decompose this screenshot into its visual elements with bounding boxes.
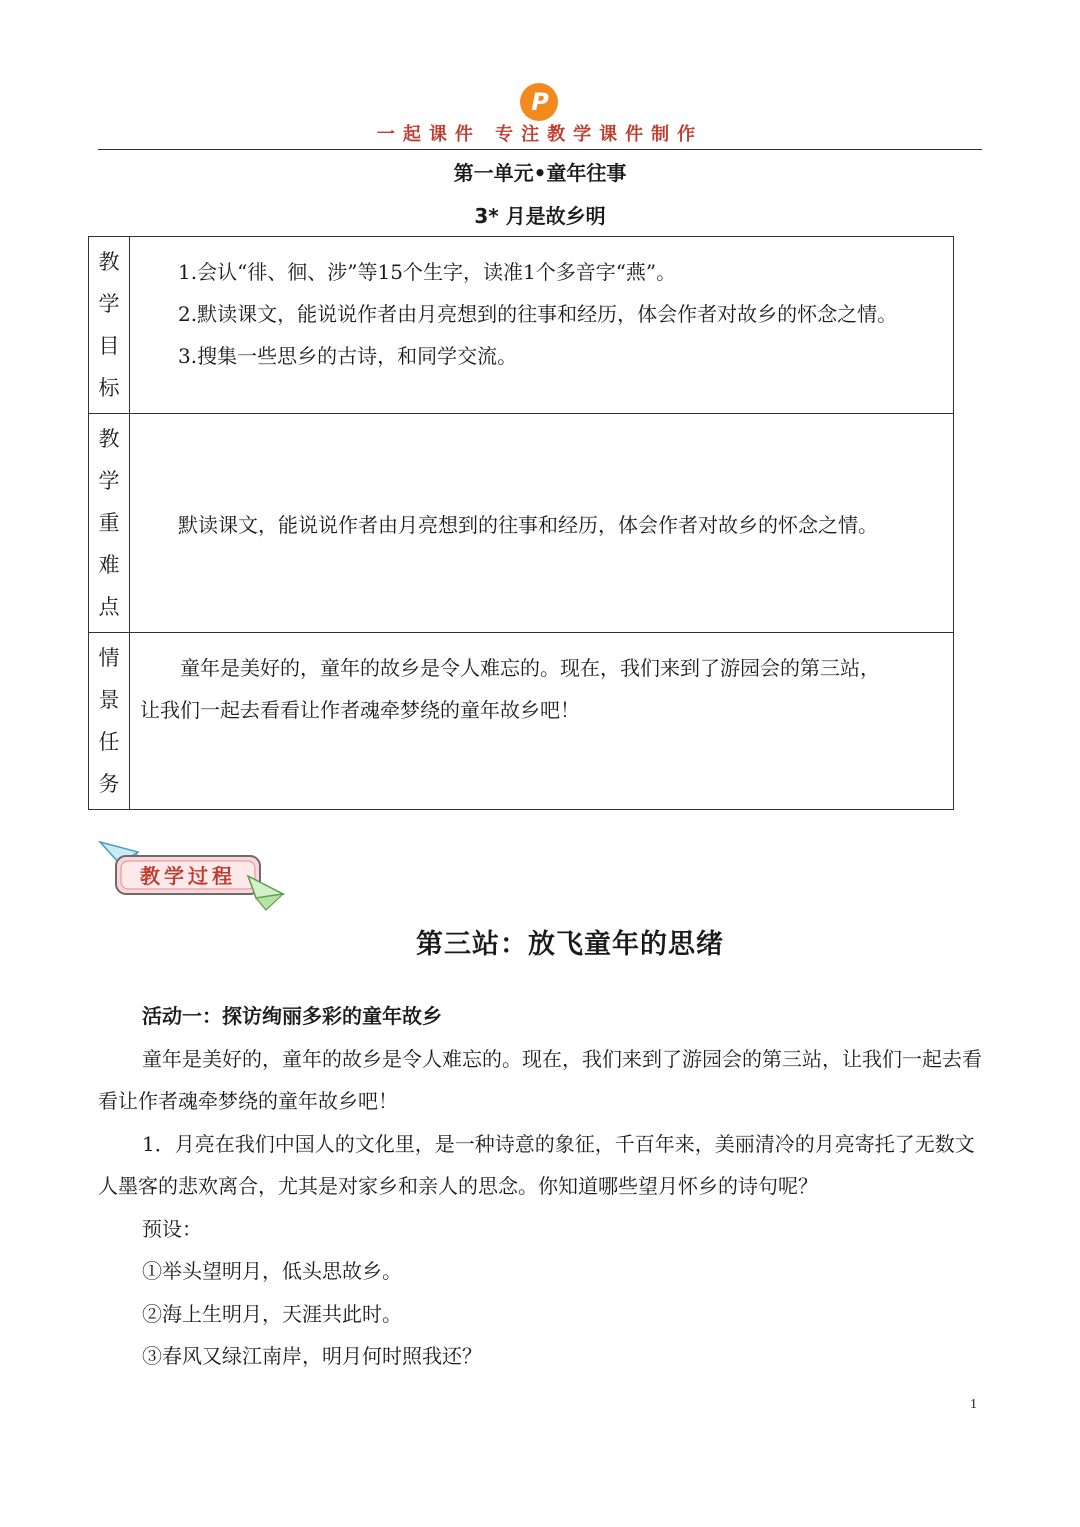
objectives-row xyxy=(89,237,954,414)
objective-1: 1.会认“徘、徊、涉”等15个生字，读准1个多音字“燕”。 xyxy=(178,260,677,284)
answer-1: ①举头望明月，低头思故乡。 xyxy=(142,1259,402,1283)
preset-label: 预设： xyxy=(142,1216,202,1241)
key-points-label: 教 学 重 难 点 xyxy=(89,414,130,633)
scenario-line-1: 童年是美好的，童年的故乡是令人难忘的。现在，我们来到了游园会的第三站， xyxy=(180,656,880,680)
objectives-content xyxy=(130,237,954,414)
station-title: 第三站：放飞童年的思绪 xyxy=(416,929,724,960)
objective-3: 3.搜集一些思乡的古诗，和同学交流。 xyxy=(178,344,518,368)
key-points-text: 默读课文，能说说作者由月亮想到的往事和经历，体会作者对故乡的怀念之情。 xyxy=(178,513,878,537)
teaching-process-badge xyxy=(98,838,288,913)
scenario-row xyxy=(89,633,954,810)
header-divider xyxy=(98,149,982,150)
logo-letter: P xyxy=(531,88,549,116)
brand-logo-icon xyxy=(518,81,560,123)
key-points-row xyxy=(89,414,954,633)
unit-title: 第一单元•童年往事 xyxy=(453,161,627,185)
scenario-line-2: 让我们一起去看看让作者魂牵梦绕的童年故乡吧！ xyxy=(140,698,580,722)
lesson-body xyxy=(98,995,982,1378)
answer-2: ②海上生明月，天涯共此时。 xyxy=(142,1301,402,1326)
scenario-label: 情 景 任 务 xyxy=(89,633,130,810)
scenario-content xyxy=(130,633,954,810)
page-number: 1 xyxy=(970,1397,977,1412)
objective-2: 2.默读课文，能说说作者由月亮想到的往事和经历，体会作者对故乡的怀念之情。 xyxy=(178,302,898,326)
question-1: 1．月亮在我们中国人的文化里，是一种诗意的象征，千百年来，美丽清冷的月亮寄托了无数文人墨客的悲欢离合，尤其是对家乡和亲人的思念。你知道哪些望月怀乡的诗句呢？ xyxy=(98,1131,975,1198)
brand-slogan: 一起课件 专注教学课件制作 xyxy=(376,124,704,145)
key-points-content xyxy=(130,414,954,633)
badge-text: 教学过程 xyxy=(140,864,236,888)
objectives-label: 教 学 目 标 xyxy=(89,237,130,414)
answer-3: ③春风又绿江南岸，明月何时照我还？ xyxy=(142,1344,482,1368)
lesson-plan-table xyxy=(88,236,954,810)
activity-heading: 活动一：探访绚丽多彩的童年故乡 xyxy=(142,1004,442,1028)
intro-paragraph: 童年是美好的，童年的故乡是令人难忘的。现在，我们来到了游园会的第三站，让我们一起去看看让作者魂牵梦绕的童年故乡吧！ xyxy=(98,1046,982,1113)
lesson-title: 3* 月是故乡明 xyxy=(474,204,606,228)
